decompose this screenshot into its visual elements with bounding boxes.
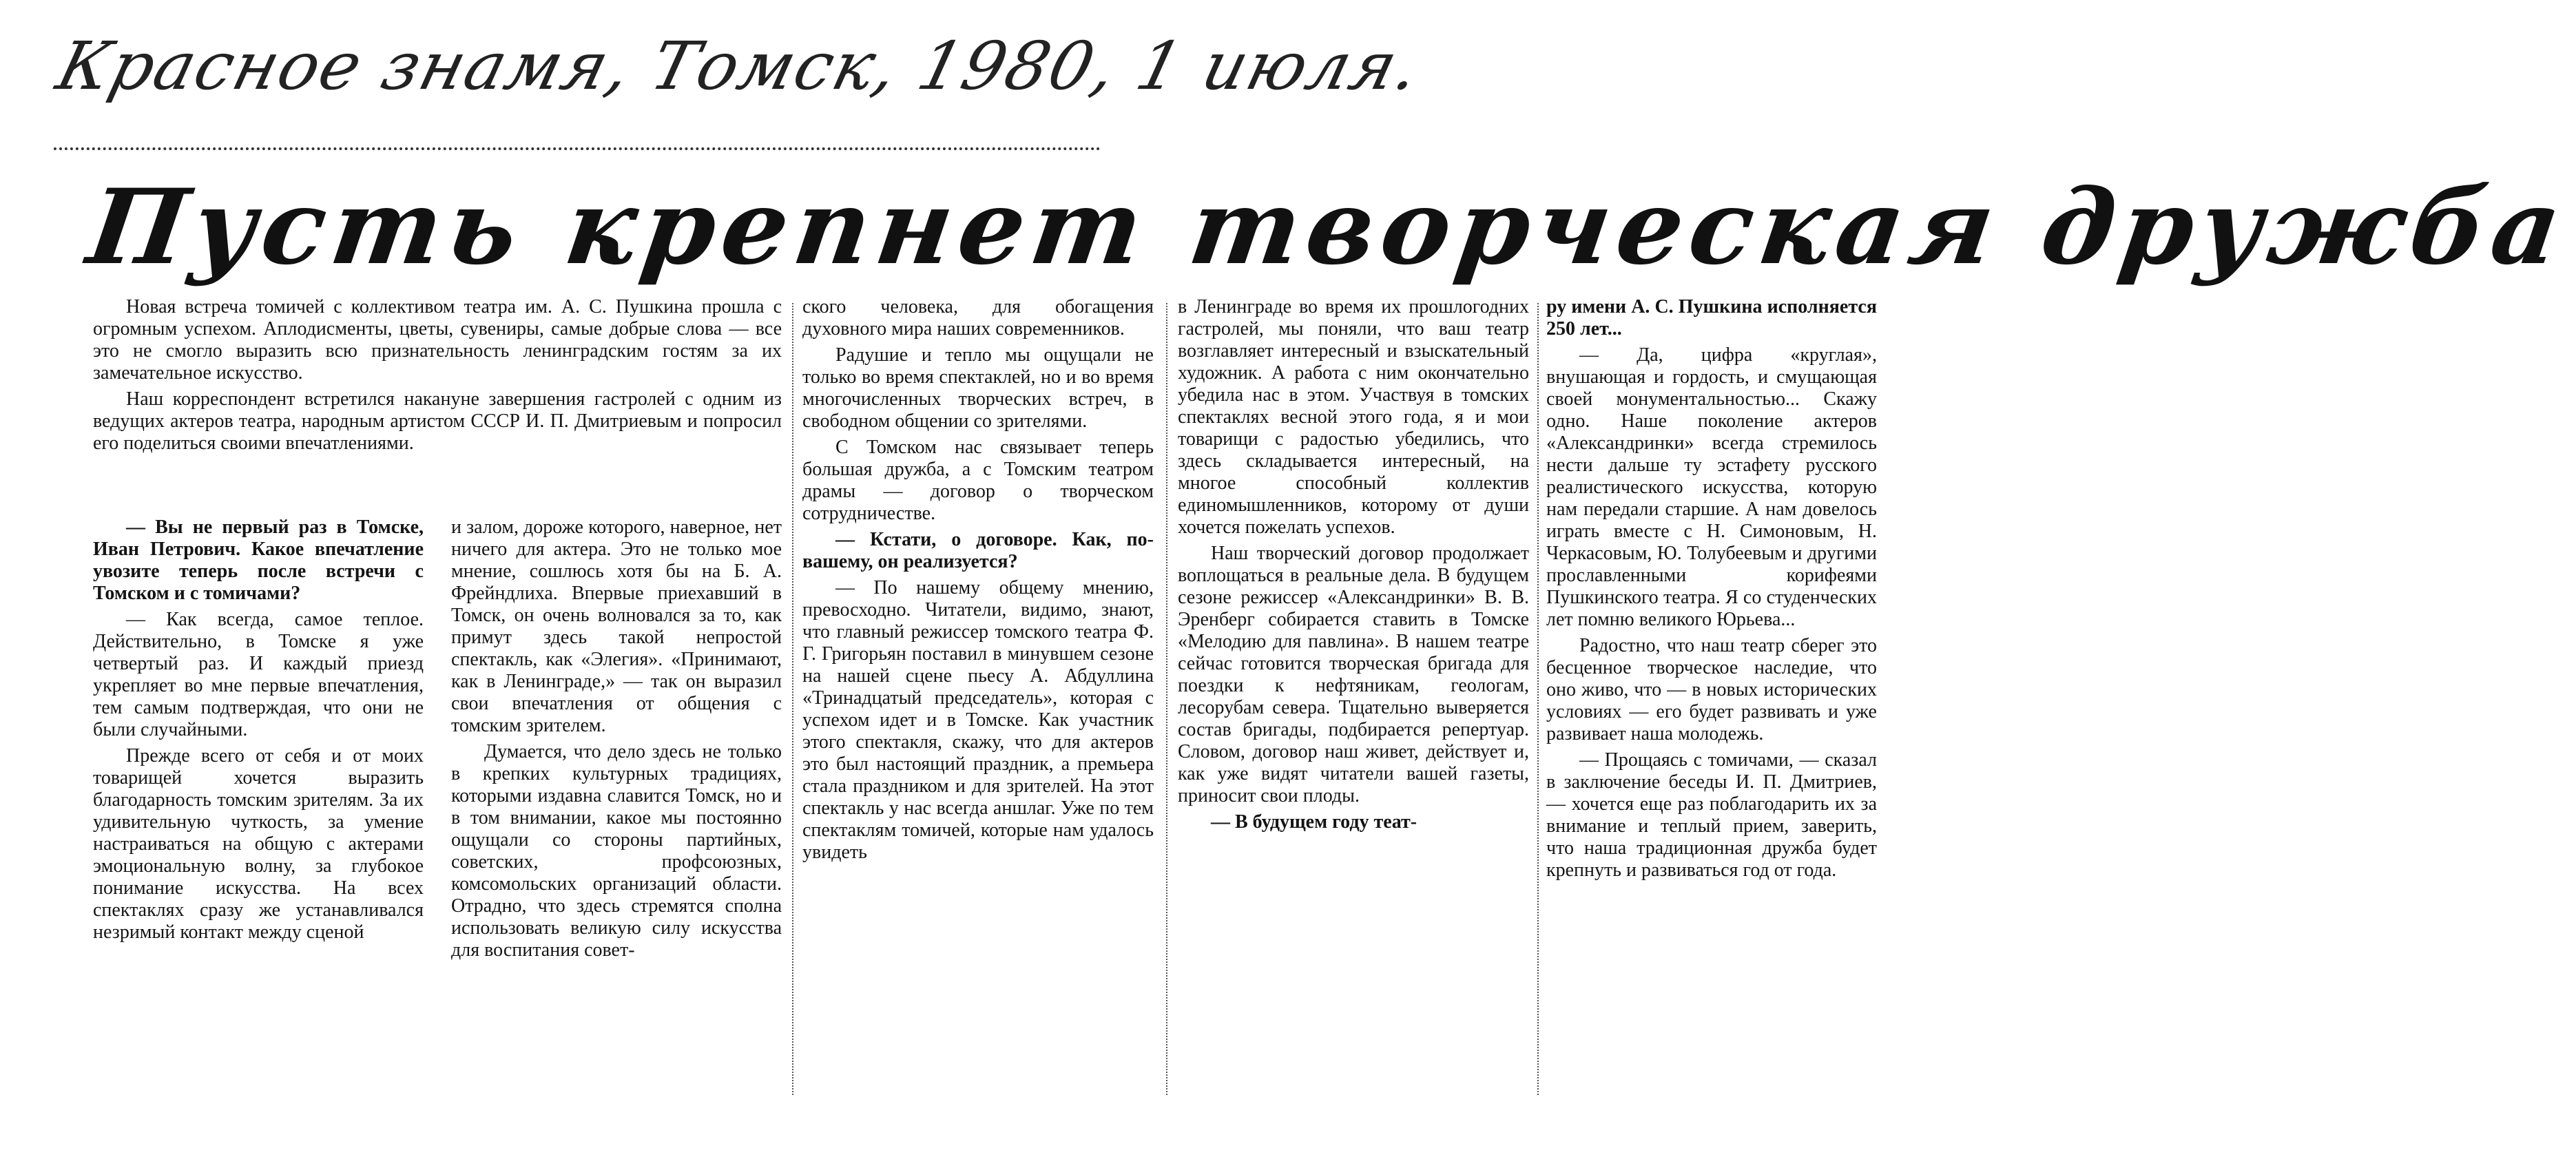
column-4	[1178, 296, 1529, 1143]
article-paragraph: Радушие и тепло мы ощущали не только во время спектаклей, но и во время многочисленных творческих встреч, в свободном общении со зрителями.	[802, 344, 1154, 432]
column-divider	[1166, 303, 1167, 1095]
interview-question: — Вы не первый раз в Томске, Иван Петрович. Какое впечатление увозите теперь после встречи с Томском и с томичами?	[93, 517, 424, 604]
article-paragraph: — Да, цифра «круглая», внушающая и гордость, и смущающая своей монументальностью... Скажу одно. Наше поколение актеров «Александринки» всегда стремилось нести дальше ту эстафету русского реалистического искусства, которую нам передали старшие. А нам довелось играть вместе с Н. Симоновым, Н. Черкасовым, Ю. Толубеевым и другими прославленными корифеями Пушкинского театра. Я со студенческих лет помню великого Юрьева...	[1546, 344, 1877, 630]
article-paragraph: Наш творческий договор продолжает воплощаться в реальные дела. В будущем сезоне режиссер «Александринки» В. В. Эренберг собирается ставить в Томске «Мелодию для павлина». В нашем театре сейчас готовится творческая бригада для поездки к нефтяникам, геологам, лесорубам севера. Тщательно выверяется состав бригады, подбирается репертуар. Словом, договор наш живет, действует и, как уже видят читатели вашей газеты, приносит свои плоды.	[1178, 543, 1529, 806]
column-divider	[792, 303, 793, 1095]
article-paragraph: — Прощаясь с томичами, — сказал в заключение беседы И. П. Дмитриев, — хочется еще раз поблагодарить их за внимание и теплый прием, заверить, что наша традиционная дружба будет крепнуть и развиваться год от года.	[1546, 749, 1877, 881]
intro-paragraph: Наш корреспондент встретился накануне завершения гастролей с одним из ведущих актеров театра, народным артистом СССР И. П. Дмитриевым и попросил его поделиться своими впечатлениями.	[93, 388, 782, 454]
article-headline: Пусть крепнет творческая дружба	[81, 167, 2575, 288]
interview-question: ру имени А. С. Пушкина исполняется 250 лет...	[1546, 296, 1877, 340]
interview-question: — В будущем году теат-	[1211, 811, 1417, 833]
article-intro	[93, 296, 782, 510]
article-paragraph: С Томском нас связывает теперь большая дружба, а с Томским театром драмы — договор о творческом сотрудничестве.	[802, 437, 1154, 524]
article-paragraph: и залом, дороже которого, наверное, нет ничего для актера. Это не только мое мнение, сошлюсь хотя бы на Б. А. Фрейндлиха. Впервые приехавший в Томск, он очень волновался за то, как примут здесь такой непростой спектакль, как «Элегия». «Принимают, как в Ленинграде,» — так он выразил свои впечатления от общения с томским зрителем.	[451, 517, 782, 736]
handwritten-source-note: Красное знамя, Томск, 1980, 1 июля.	[50, 28, 1429, 105]
column-5	[1546, 296, 1877, 1143]
top-rule	[54, 147, 1101, 150]
article-paragraph: Думается, что дело здесь не только в крепких культурных традициях, которыми издавна славится Томск, но и в том внимании, какое мы постоянно ощущали со стороны партийных, советских, профсоюзных, комсомольских организаций области. Отрадно, что здесь стремятся сполна использовать великую силу искусства для воспитания совет-	[451, 741, 782, 961]
article-paragraph: — Как всегда, самое теплое. Действительно, в Томске я уже четвертый раз. И каждый приезд укрепляет во мне первые впечатления, тем самым подтверждая, что они не были случайными.	[93, 609, 424, 740]
article-paragraph: Прежде всего от себя и от моих товарищей хочется выразить благодарность томским зрителям. За их удивительную чуткость, за умение настраиваться на общую с актерами эмоциональную волну, за глубокое понимание искусства. На всех спектаклях сразу же устанавливался незримый контакт между сценой	[93, 745, 424, 943]
intro-paragraph: Новая встреча томичей с коллективом театра им. А. С. Пушкина прошла с огромным успехом. Аплодисменты, цветы, сувениры, самые добрые слова — все это не смогло выразить всю признательность ленинградским гостям за их замечательное искусство.	[93, 296, 782, 384]
article-paragraph: Радостно, что наш театр сберег это бесценное творческое наследие, что оно живо, что — в новых исторических условиях — его будет развивать и уже развивает наша молодежь.	[1546, 635, 1877, 744]
article-paragraph: ского человека, для обогащения духовного мира наших современников.	[802, 296, 1154, 340]
column-2	[451, 517, 782, 1143]
column-divider	[1537, 303, 1539, 1095]
column-3	[802, 296, 1154, 1143]
column-1	[93, 517, 424, 1143]
interview-question: — Кстати, о договоре. Как, по-вашему, он реализуется?	[802, 529, 1154, 572]
article-paragraph: — По нашему общему мнению, превосходно. Читатели, видимо, знают, что главный режиссер томского театра Ф. Г. Григорьян поставил в минувшем сезоне на нашей сцене пьесу А. Абдуллина «Тринадцатый председатель», которая с успехом идет и в Томске. Как участник этого спектакля, скажу, что для актеров это был настоящий праздник, а премьера стала праздником и для зрителей. На этот спектакль у нас всегда аншлаг. Уже по тем спектаклям томичей, которые нам удалось увидеть	[802, 577, 1154, 863]
article-paragraph: в Ленинграде во время их прошлогодних гастролей, мы поняли, что ваш театр возглавляет интересный и взыскательный художник. А работа с ним окончательно убедила нас в этом. Участвуя в томских спектаклях весной этого года, я и мои товарищи с радостью убедились, что здесь складывается интересный, на многое способный коллектив единомышленников, которому от души хочется пожелать успехов.	[1178, 296, 1529, 538]
